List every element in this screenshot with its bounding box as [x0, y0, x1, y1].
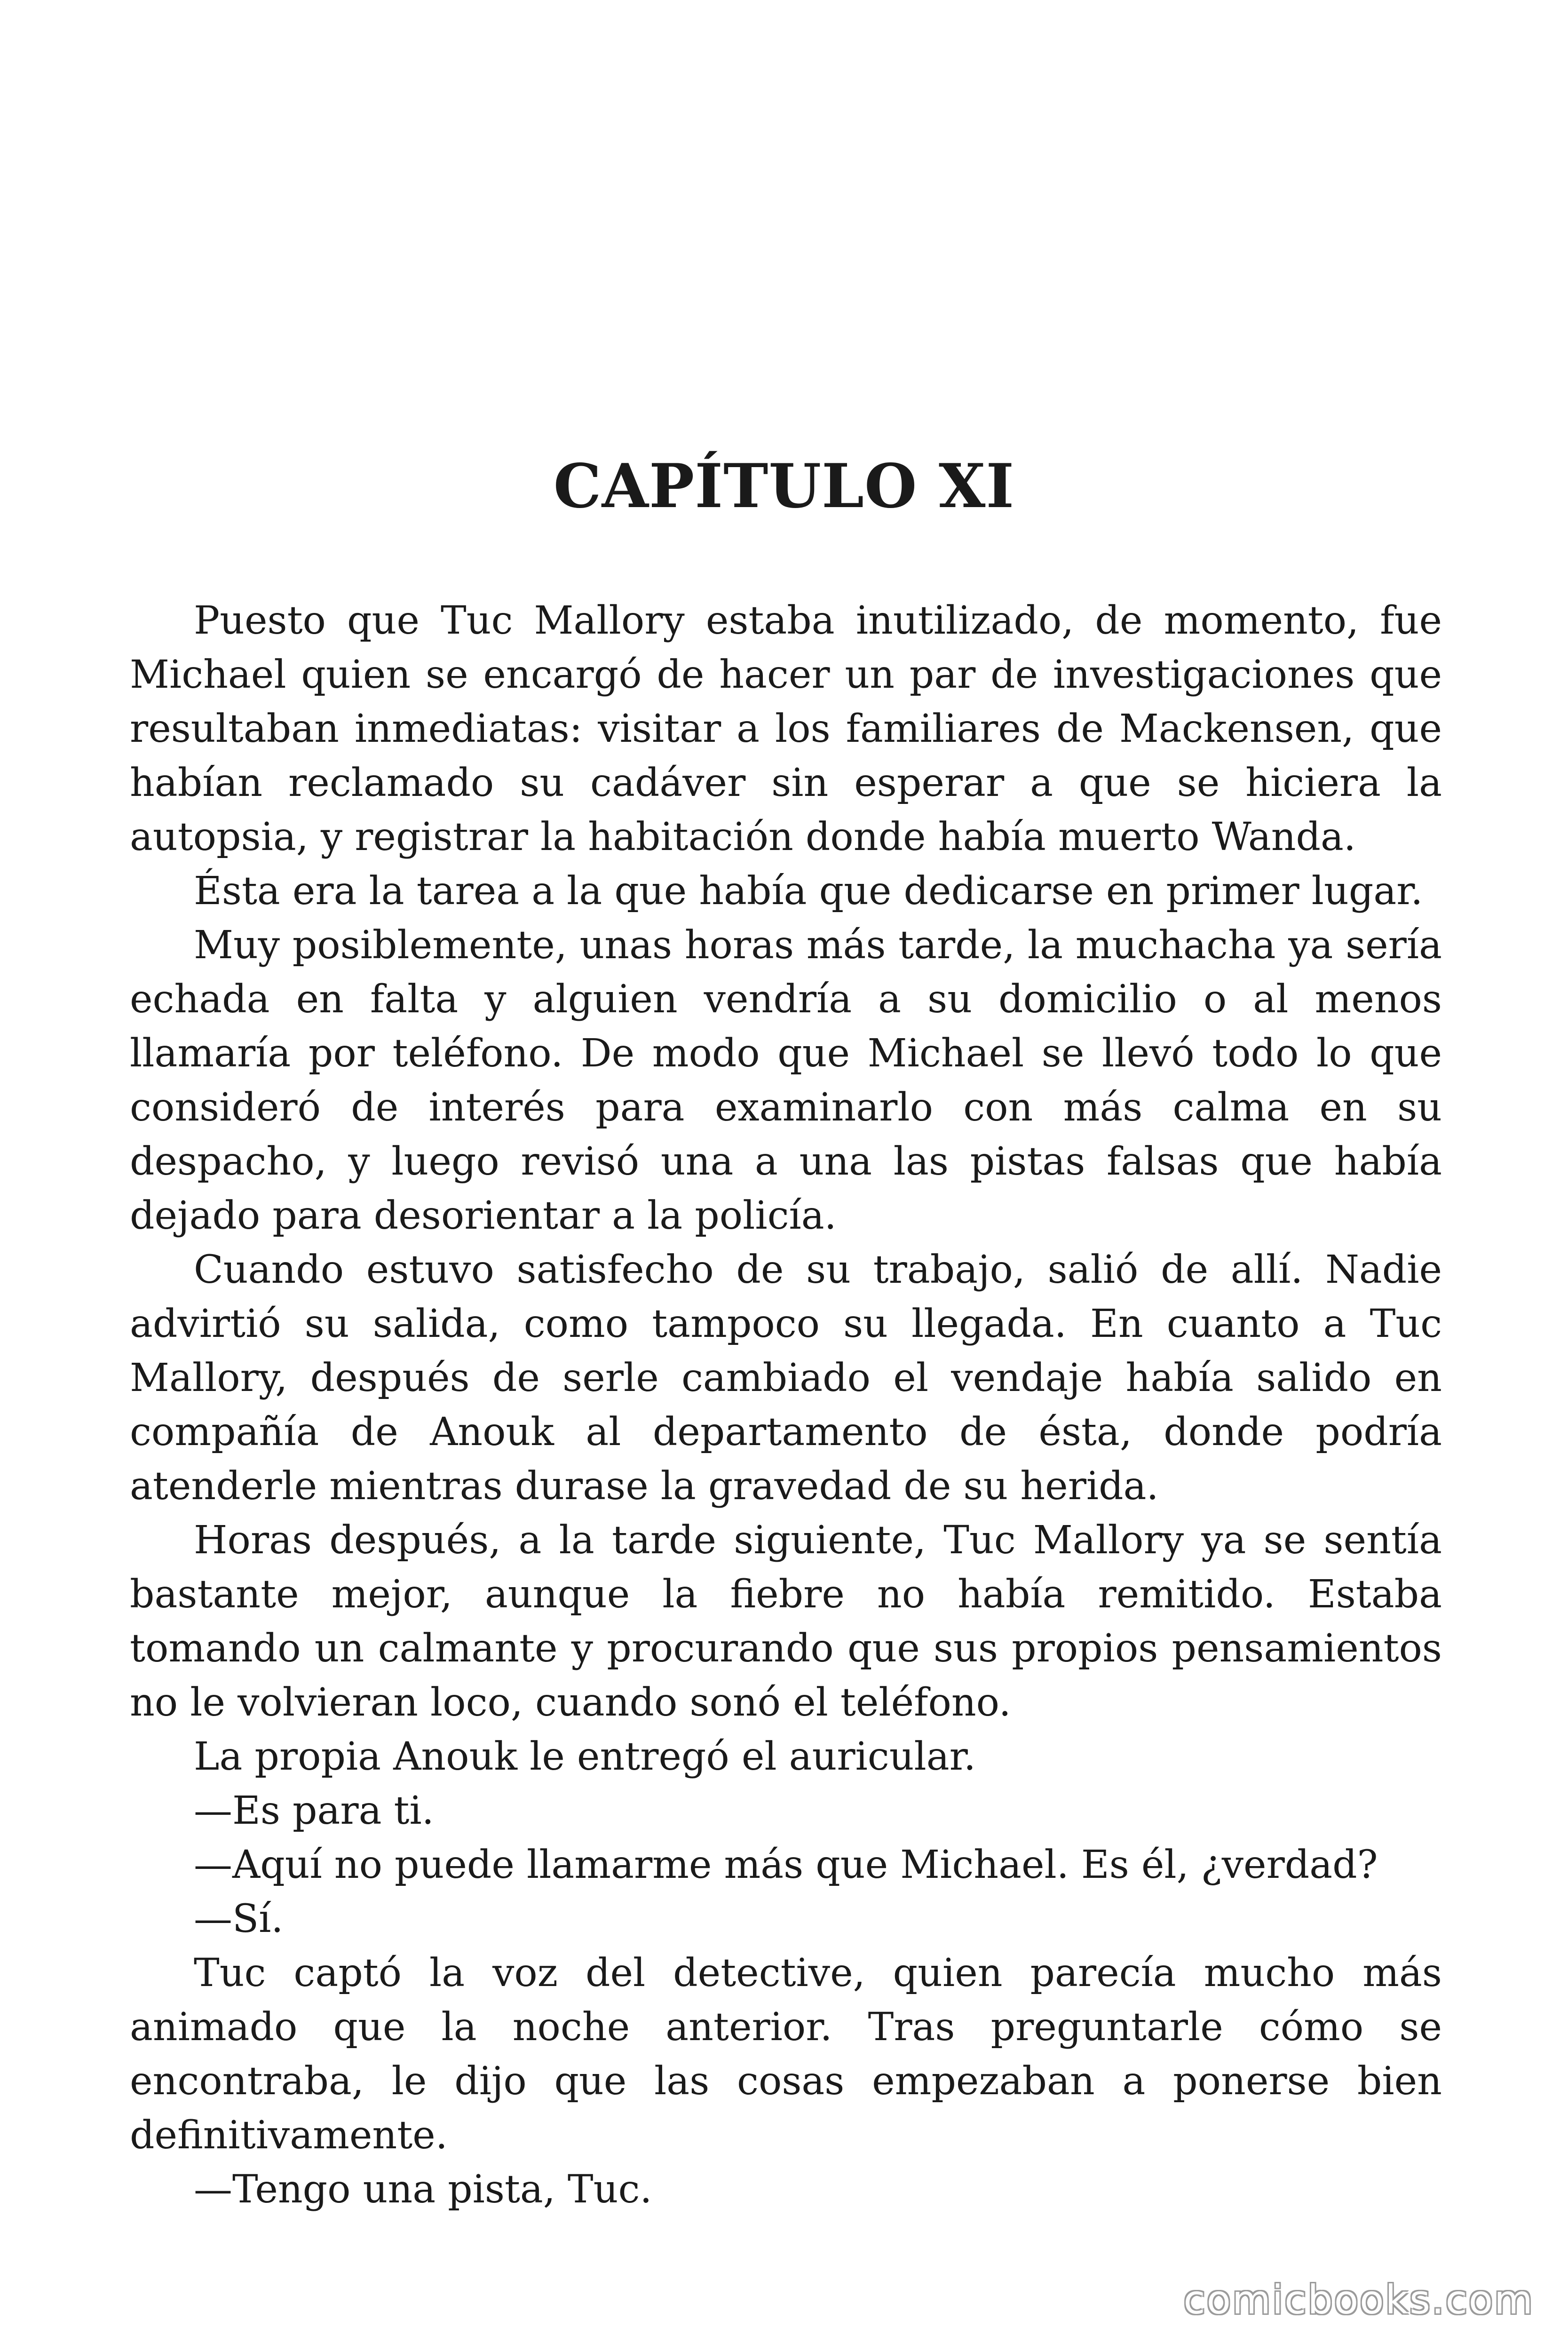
- paragraph: Ésta era la tarea a la que había que dedicarse en primer lugar.: [194, 869, 1423, 914]
- chapter-title: CAPÍTULO XI: [553, 451, 1015, 522]
- chapter-body: [130, 594, 1442, 2217]
- dialogue-line: —Es para ti.: [194, 1788, 434, 1833]
- dialogue-line: —Tengo una pista, Tuc.: [194, 2167, 652, 2212]
- dialogue-line: —Sí.: [194, 1897, 284, 1941]
- paragraph: Horas después, a la tarde siguiente, Tuc Mallory ya se sentía bastante mejor, aunque la fiebre no había remitido. Estaba tomando un calmante y procurando que sus propios pensamientos no le volvieran loco, cuando sonó el teléfono.: [130, 1518, 1442, 1725]
- paragraph: La propia Anouk le entregó el auricular.: [194, 1734, 976, 1779]
- paragraph: Muy posiblemente, unas horas más tarde, la muchacha ya sería echada en falta y alguien vendría a su domicilio o al menos llamaría por teléfono. De modo que Michael se llevó todo lo que consideró de interés para examinarlo con más calma en su despacho, y luego revisó una a una las pistas falsas que había dejado para desorientar a la policía.: [130, 923, 1442, 1238]
- watermark: comicbooks.com: [1183, 2277, 1534, 2323]
- paragraph: Tuc captó la voz del detective, quien parecía mucho más animado que la noche anterior. Tras preguntarle cómo se encontraba, le dijo que las cosas empezaban a ponerse bien definitivamente.: [130, 1951, 1442, 2158]
- dialogue-line: —Aquí no puede llamarme más que Michael. Es él, ¿verdad?: [194, 1843, 1378, 1887]
- paragraph: Puesto que Tuc Mallory estaba inutilizado, de momento, fue Michael quien se encargó de hacer un par de investigaciones que resultaban inmediatas: visitar a los familiares de Mackensen, que habían reclamado su cadáver sin esperar a que se hiciera la autopsia, y registrar la habitación donde había muerto Wanda.: [130, 598, 1442, 859]
- paragraph: Cuando estuvo satisfecho de su trabajo, salió de allí. Nadie advirtió su salida, como tampoco su llegada. En cuanto a Tuc Mallory, después de serle cambiado el vendaje había salido en compañía de Anouk al departamento de ésta, donde podría atenderle mientras durase la gravedad de su herida.: [130, 1248, 1442, 1509]
